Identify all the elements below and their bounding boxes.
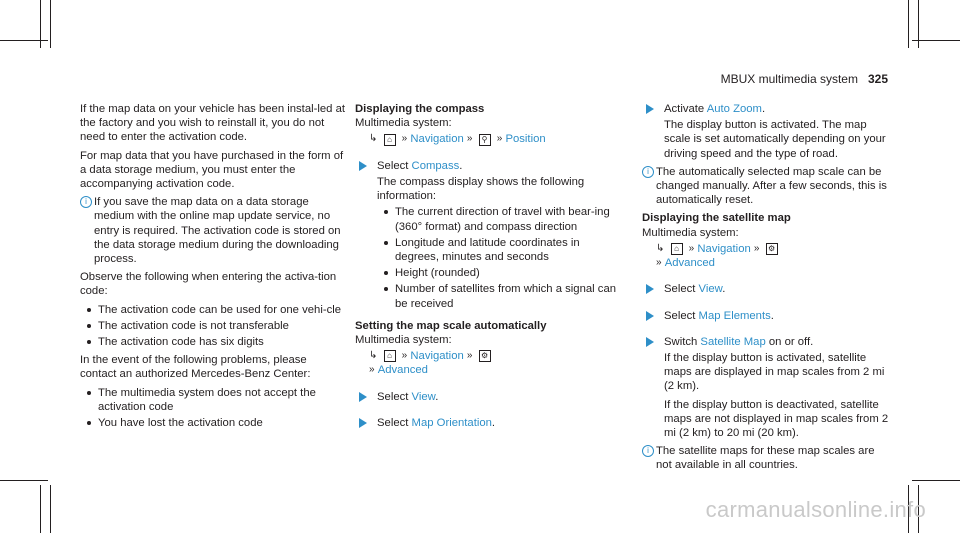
- info-icon: i: [642, 166, 654, 178]
- instruction-step: Select Map Elements.: [642, 309, 892, 323]
- note: i The automatically selected map scale can be changed manually. After a few seconds, this is automatically reset.: [642, 165, 892, 208]
- crop-mark: [50, 485, 51, 533]
- list-item: You have lost the activation code: [80, 416, 345, 430]
- step-triangle-icon: [646, 104, 654, 114]
- watermark: carmanualsonline.info: [705, 497, 926, 522]
- home-icon: ⌂: [671, 243, 683, 255]
- menu-link-map-elements[interactable]: Map Elements: [698, 309, 771, 322]
- menu-link-advanced[interactable]: Advanced: [664, 257, 715, 270]
- home-icon: ⌂: [384, 350, 396, 362]
- page-number: 325: [867, 72, 888, 86]
- crop-mark: [40, 485, 41, 533]
- column-2: [355, 102, 623, 434]
- bullet-list: [80, 303, 345, 350]
- return-arrow-icon: ↳: [656, 242, 665, 254]
- menu-link-satellite-map[interactable]: Satellite Map: [700, 335, 766, 348]
- list-item: The activation code is not transferable: [80, 319, 345, 333]
- settings-icon: ⚙: [766, 243, 778, 255]
- settings-icon: ⚙: [479, 350, 491, 362]
- note: i The satellite maps for these map scales are not available in all countries.: [642, 444, 892, 472]
- double-chevron-icon: »: [401, 350, 408, 362]
- menu-link-compass[interactable]: Compass: [411, 159, 460, 172]
- crop-mark: [0, 40, 48, 41]
- section-heading: Displaying the compass: [355, 103, 485, 115]
- double-chevron-icon: »: [688, 242, 695, 254]
- menu-path-label: Multimedia system:: [642, 226, 739, 239]
- info-icon: i: [80, 196, 92, 208]
- menu-link-navigation[interactable]: Navigation: [410, 133, 464, 146]
- bullet-list: [80, 386, 345, 431]
- double-chevron-icon: »: [401, 133, 408, 145]
- instruction-step: Select View.: [355, 390, 623, 404]
- step-triangle-icon: [646, 284, 654, 294]
- column-1: [80, 102, 345, 434]
- crop-mark: [912, 480, 960, 481]
- crop-mark: [908, 0, 909, 48]
- step-description: If the display button is activated, satellite maps are displayed in map scales from 2 mi (2 km).: [664, 352, 885, 393]
- crop-mark: [912, 40, 960, 41]
- instruction-step: Select View.: [642, 282, 892, 296]
- list-item: The activation code has six digits: [80, 335, 345, 349]
- menu-path-label: Multimedia system:: [355, 117, 452, 130]
- menu-link-auto-zoom[interactable]: Auto Zoom: [706, 103, 762, 115]
- menu-path: [369, 349, 623, 378]
- step-triangle-icon: [359, 161, 367, 171]
- column-3: [642, 102, 892, 477]
- menu-path: [656, 242, 892, 271]
- step-triangle-icon: [646, 337, 654, 347]
- list-item: The current direction of travel with bear-ing (360° format) and compass direction: [377, 205, 623, 233]
- section-heading: Displaying the satellite map: [642, 212, 791, 225]
- paragraph: In the event of the following problems, please contact an authorized Mercedes-Benz Center:: [80, 354, 311, 381]
- list-item: The activation code can be used for one vehi-cle: [80, 303, 345, 317]
- step-description: If the display button is deactivated, satellite maps are not displayed in map scales from 2 mi (2 km) to 20 mi (20 km).: [664, 398, 889, 440]
- paragraph: Observe the following when entering the activa-tion code:: [80, 271, 337, 298]
- menu-link-view[interactable]: View: [411, 390, 436, 403]
- bullet-list: [377, 205, 623, 310]
- home-icon: ⌂: [384, 134, 396, 146]
- paragraph: If the map data on your vehicle has been instal-led at the factory and you wish to reinstall it, you do not need to enter the activation code.: [80, 103, 346, 144]
- list-item: The multimedia system does not accept the activation code: [80, 386, 345, 414]
- instruction-step: Switch Satellite Map on or off. If the display button is activated, satellite maps are displayed in map scales from 2 mi (2 km). If the display button is deactivated, satellite maps are not displayed in map scales from 2 mi (2 km) to 20 mi (20 km).: [642, 335, 892, 440]
- menu-link-navigation[interactable]: Navigation: [697, 242, 751, 255]
- page-header: [721, 72, 888, 86]
- list-item: Number of satellites from which a signal can be received: [377, 282, 623, 310]
- paragraph: For map data that you have purchased in the form of a data storage medium, you must enter the accompanying activation code.: [80, 149, 344, 191]
- double-chevron-icon: »: [369, 364, 375, 376]
- crop-mark: [0, 480, 48, 481]
- map-pin-icon: ⚲: [479, 134, 491, 146]
- menu-link-view[interactable]: View: [698, 283, 723, 296]
- menu-link-map-orientation[interactable]: Map Orientation: [411, 416, 492, 429]
- instruction-step: Activate Auto Zoom. The display button is activated. The map scale is set automatically depending on your driving speed and the type of road.: [642, 102, 892, 161]
- instruction-step: Select Map Orientation.: [355, 416, 623, 430]
- menu-link-position[interactable]: Position: [505, 133, 546, 146]
- crop-mark: [50, 0, 51, 48]
- double-chevron-icon: »: [466, 350, 473, 362]
- note: i If you save the map data on a data storage medium with the online map update service, no entry is required. The activation code is stored on the data storage medium during the downloading process.: [80, 195, 345, 266]
- header-title: MBUX multimedia system: [720, 72, 858, 86]
- instruction-step: Select Compass. The compass display shows the following information: The current direction of travel with bear-ing (360° format) and compass direction Longitude and latitude coordinates in degrees, minutes and seconds Height (rounded) Number of satellites from which a signal can be received: [355, 159, 623, 311]
- step-triangle-icon: [646, 311, 654, 321]
- step-description: The compass display shows the following information:: [377, 175, 585, 203]
- step-triangle-icon: [359, 392, 367, 402]
- menu-link-advanced[interactable]: Advanced: [377, 364, 428, 377]
- menu-path-label: Multimedia system:: [355, 333, 452, 346]
- double-chevron-icon: »: [466, 133, 473, 145]
- info-icon: i: [642, 445, 654, 457]
- double-chevron-icon: »: [656, 257, 662, 269]
- step-description: The display button is activated. The map scale is set automatically depending on your driving speed and the type of road.: [664, 119, 886, 160]
- list-item: Height (rounded): [377, 266, 623, 280]
- section-heading: Setting the map scale automatically: [355, 319, 547, 332]
- return-arrow-icon: ↳: [369, 350, 378, 362]
- menu-link-navigation[interactable]: Navigation: [410, 350, 464, 363]
- step-triangle-icon: [359, 418, 367, 428]
- return-arrow-icon: ↳: [369, 133, 378, 145]
- double-chevron-icon: »: [753, 242, 760, 254]
- list-item: Longitude and latitude coordinates in degrees, minutes and seconds: [377, 236, 623, 264]
- menu-path: [369, 132, 623, 146]
- double-chevron-icon: »: [496, 133, 503, 145]
